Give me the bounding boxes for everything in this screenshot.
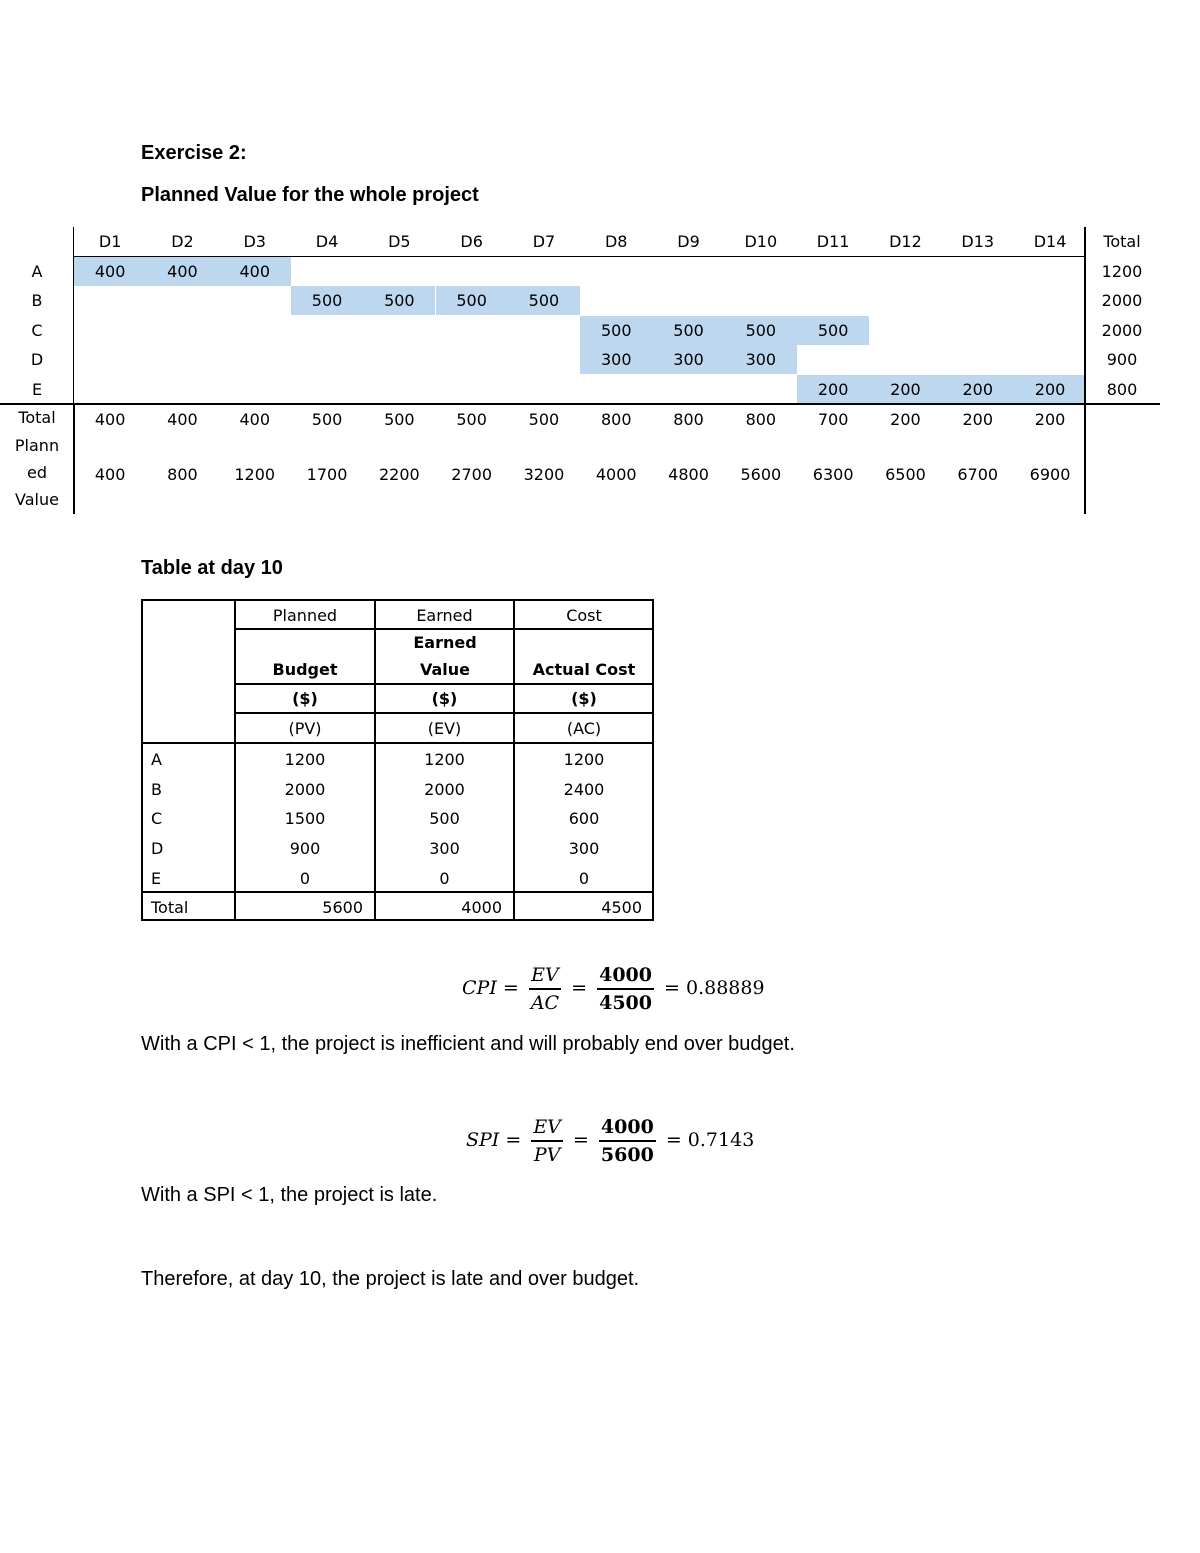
header-divider bbox=[74, 256, 1086, 257]
pv-cell: 500 bbox=[291, 286, 363, 315]
daily-total: 400 bbox=[167, 410, 198, 429]
cumulative-total: 1700 bbox=[306, 465, 348, 484]
cumulative-total: 6900 bbox=[1029, 465, 1071, 484]
value-ac: 2400 bbox=[563, 780, 605, 799]
pv-cell: 500 bbox=[725, 316, 797, 345]
daily-total: 700 bbox=[817, 410, 849, 429]
total-column-header: Total bbox=[1103, 232, 1141, 251]
column-abbrev-label: (AC) bbox=[566, 719, 602, 738]
column-header-label: Actual Cost bbox=[532, 660, 636, 679]
cumulative-total: 6300 bbox=[812, 465, 854, 484]
day-header-12: D12 bbox=[889, 232, 922, 251]
task-total: 2000 bbox=[1101, 321, 1143, 340]
day-header-5: D5 bbox=[388, 232, 411, 251]
spi-value-fraction bbox=[599, 1114, 656, 1168]
value-ac: 0 bbox=[578, 869, 590, 888]
pv-cell: 200 bbox=[869, 375, 941, 404]
day-header-9: D9 bbox=[677, 232, 700, 251]
pv-table-title: Planned Value for the whole project bbox=[141, 184, 479, 206]
column-group-header: Earned bbox=[416, 606, 473, 625]
cpi-num-value: 4000 bbox=[597, 962, 654, 990]
cumulative-total: 6700 bbox=[957, 465, 999, 484]
task-label-e: E bbox=[151, 869, 162, 888]
task-total: 800 bbox=[1106, 380, 1138, 399]
cumulative-total: 5600 bbox=[740, 465, 782, 484]
daily-total: 200 bbox=[1034, 410, 1066, 429]
spi-den-value: 5600 bbox=[600, 1144, 654, 1166]
pv-cell: 500 bbox=[436, 286, 508, 315]
total-pv: 5600 bbox=[322, 898, 363, 917]
pv-cell: 300 bbox=[580, 345, 652, 374]
cpi-value-fraction bbox=[597, 962, 654, 1016]
total-ev: 4000 bbox=[461, 898, 502, 917]
spi-explanation: With a SPI < 1, the project is late. bbox=[141, 1184, 438, 1206]
spi-formula: SPI = $\frac{EV}{PV}$ = $\frac{4000}{5600}$ = 0.7143 bbox=[466, 1116, 755, 1166]
task-total: 900 bbox=[1106, 350, 1138, 369]
conclusion-text: Therefore, at day 10, the project is late and over budget. bbox=[141, 1268, 640, 1290]
pv-cell: 500 bbox=[652, 316, 724, 345]
value-ev: 1200 bbox=[424, 750, 465, 769]
column-group-header: Cost bbox=[566, 606, 602, 625]
daily-total: 400 bbox=[239, 410, 271, 429]
daily-total: 200 bbox=[962, 410, 994, 429]
column-unit-label: ($) bbox=[292, 689, 318, 708]
daily-total: 500 bbox=[456, 410, 487, 429]
day-header-4: D4 bbox=[315, 232, 339, 251]
daily-total: 800 bbox=[745, 410, 777, 429]
total-planned-value-label: Total bbox=[18, 408, 56, 427]
pv-cell: 300 bbox=[652, 345, 724, 374]
spi-den-symbol: PV bbox=[533, 1144, 561, 1166]
cpi-lhs: CPI bbox=[462, 977, 497, 999]
cumulative-total: 1200 bbox=[234, 465, 276, 484]
daily-total: 200 bbox=[890, 410, 921, 429]
cumulative-total: 6500 bbox=[885, 465, 926, 484]
cumulative-total: 2700 bbox=[451, 465, 492, 484]
total-row-label: Total bbox=[151, 898, 189, 917]
task-label-a: A bbox=[31, 262, 43, 281]
column-abbrev-label: (PV) bbox=[288, 719, 322, 738]
pv-cell: 500 bbox=[363, 286, 435, 315]
day-header-3: D3 bbox=[243, 232, 266, 251]
cpi-explanation: With a CPI < 1, the project is inefficient and will probably end over budget. bbox=[141, 1033, 795, 1055]
task-label-c: C bbox=[151, 809, 163, 828]
spi-symbol-fraction bbox=[531, 1114, 563, 1168]
value-ev: 300 bbox=[429, 839, 460, 858]
left-divider-lower bbox=[73, 405, 75, 514]
cpi-formula: CPI = $\frac{EV}{AC}$ = $\frac{4000}{4500}$ = 0.88889 bbox=[462, 964, 765, 1014]
spi-num-value: 4000 bbox=[599, 1114, 656, 1142]
cumulative-total: 2200 bbox=[378, 465, 420, 484]
task-label-d: D bbox=[151, 839, 164, 858]
task-label-b: B bbox=[151, 780, 162, 799]
cpi-num-symbol: EV bbox=[529, 962, 561, 990]
daily-total: 400 bbox=[94, 410, 126, 429]
column-abbrev-label: (EV) bbox=[427, 719, 462, 738]
cumulative-total: 3200 bbox=[523, 465, 565, 484]
cpi-den-symbol: AC bbox=[530, 992, 560, 1014]
left-divider bbox=[73, 227, 74, 403]
spi-result: 0.7143 bbox=[687, 1129, 755, 1151]
day-header-13: D13 bbox=[961, 232, 995, 251]
column-header-label: Earned Value bbox=[413, 633, 477, 679]
total-ac: 4500 bbox=[601, 898, 642, 917]
task-total: 1200 bbox=[1101, 262, 1143, 281]
value-ac: 1200 bbox=[563, 750, 605, 769]
value-pv: 1200 bbox=[284, 750, 326, 769]
spi-lhs: SPI bbox=[466, 1129, 500, 1151]
cpi-den-value: 4500 bbox=[599, 992, 652, 1014]
value-pv: 1500 bbox=[284, 809, 326, 828]
task-total: 2000 bbox=[1101, 291, 1143, 310]
total-planned-value-label: Value bbox=[15, 490, 59, 509]
pv-cell: 200 bbox=[942, 375, 1014, 404]
pv-cell: 200 bbox=[797, 375, 869, 404]
pv-cell: 400 bbox=[146, 257, 218, 286]
daily-total: 800 bbox=[600, 410, 632, 429]
daily-total: 500 bbox=[528, 410, 560, 429]
value-pv: 2000 bbox=[284, 780, 326, 799]
column-unit-label: ($) bbox=[571, 689, 597, 708]
total-planned-value-label: Plann bbox=[14, 436, 60, 455]
pv-cell: 400 bbox=[74, 257, 146, 286]
daily-total: 500 bbox=[311, 410, 343, 429]
task-label-e: E bbox=[31, 380, 43, 399]
pv-cell: 400 bbox=[219, 257, 291, 286]
spi-num-symbol: EV bbox=[531, 1114, 563, 1142]
pv-cell: 500 bbox=[580, 316, 652, 345]
cumulative-total: 800 bbox=[167, 465, 198, 484]
daily-total: 800 bbox=[673, 410, 704, 429]
column-header-label: Budget bbox=[272, 660, 338, 679]
task-label-c: C bbox=[31, 321, 43, 340]
column-unit-label: ($) bbox=[431, 689, 458, 708]
task-label-d: D bbox=[30, 350, 44, 369]
cpi-result: 0.88889 bbox=[685, 977, 765, 999]
day-header-1: D1 bbox=[98, 232, 122, 251]
column-group-header: Planned bbox=[272, 606, 338, 625]
value-ev: 500 bbox=[429, 809, 460, 828]
value-ev: 0 bbox=[439, 869, 450, 888]
value-pv: 900 bbox=[289, 839, 321, 858]
daily-total: 500 bbox=[384, 410, 415, 429]
value-pv: 0 bbox=[299, 869, 311, 888]
cumulative-total: 4000 bbox=[595, 465, 637, 484]
value-ac: 600 bbox=[568, 809, 600, 828]
total-divider bbox=[0, 403, 1160, 405]
day-header-11: D11 bbox=[816, 232, 850, 251]
cumulative-total: 4800 bbox=[668, 465, 709, 484]
total-planned-value-label: ed bbox=[27, 463, 47, 482]
pv-cell: 500 bbox=[797, 316, 869, 345]
day-header-14: D14 bbox=[1033, 232, 1067, 251]
day-header-7: D7 bbox=[532, 232, 556, 251]
value-ac: 300 bbox=[568, 839, 600, 858]
day10-table-title: Table at day 10 bbox=[141, 557, 283, 579]
day-header-2: D2 bbox=[171, 232, 194, 251]
value-ev: 2000 bbox=[424, 780, 465, 799]
day-header-10: D10 bbox=[744, 232, 778, 251]
cumulative-total: 400 bbox=[94, 465, 126, 484]
pv-cell: 200 bbox=[1014, 375, 1086, 404]
task-label-a: A bbox=[151, 750, 162, 769]
cpi-symbol-fraction bbox=[529, 962, 561, 1016]
pv-cell: 500 bbox=[508, 286, 580, 315]
day-header-6: D6 bbox=[460, 232, 483, 251]
day-header-8: D8 bbox=[604, 232, 628, 251]
right-divider bbox=[1084, 227, 1086, 514]
task-label-b: B bbox=[31, 291, 43, 310]
exercise-title: Exercise 2: bbox=[141, 142, 247, 164]
pv-cell: 300 bbox=[725, 345, 797, 374]
